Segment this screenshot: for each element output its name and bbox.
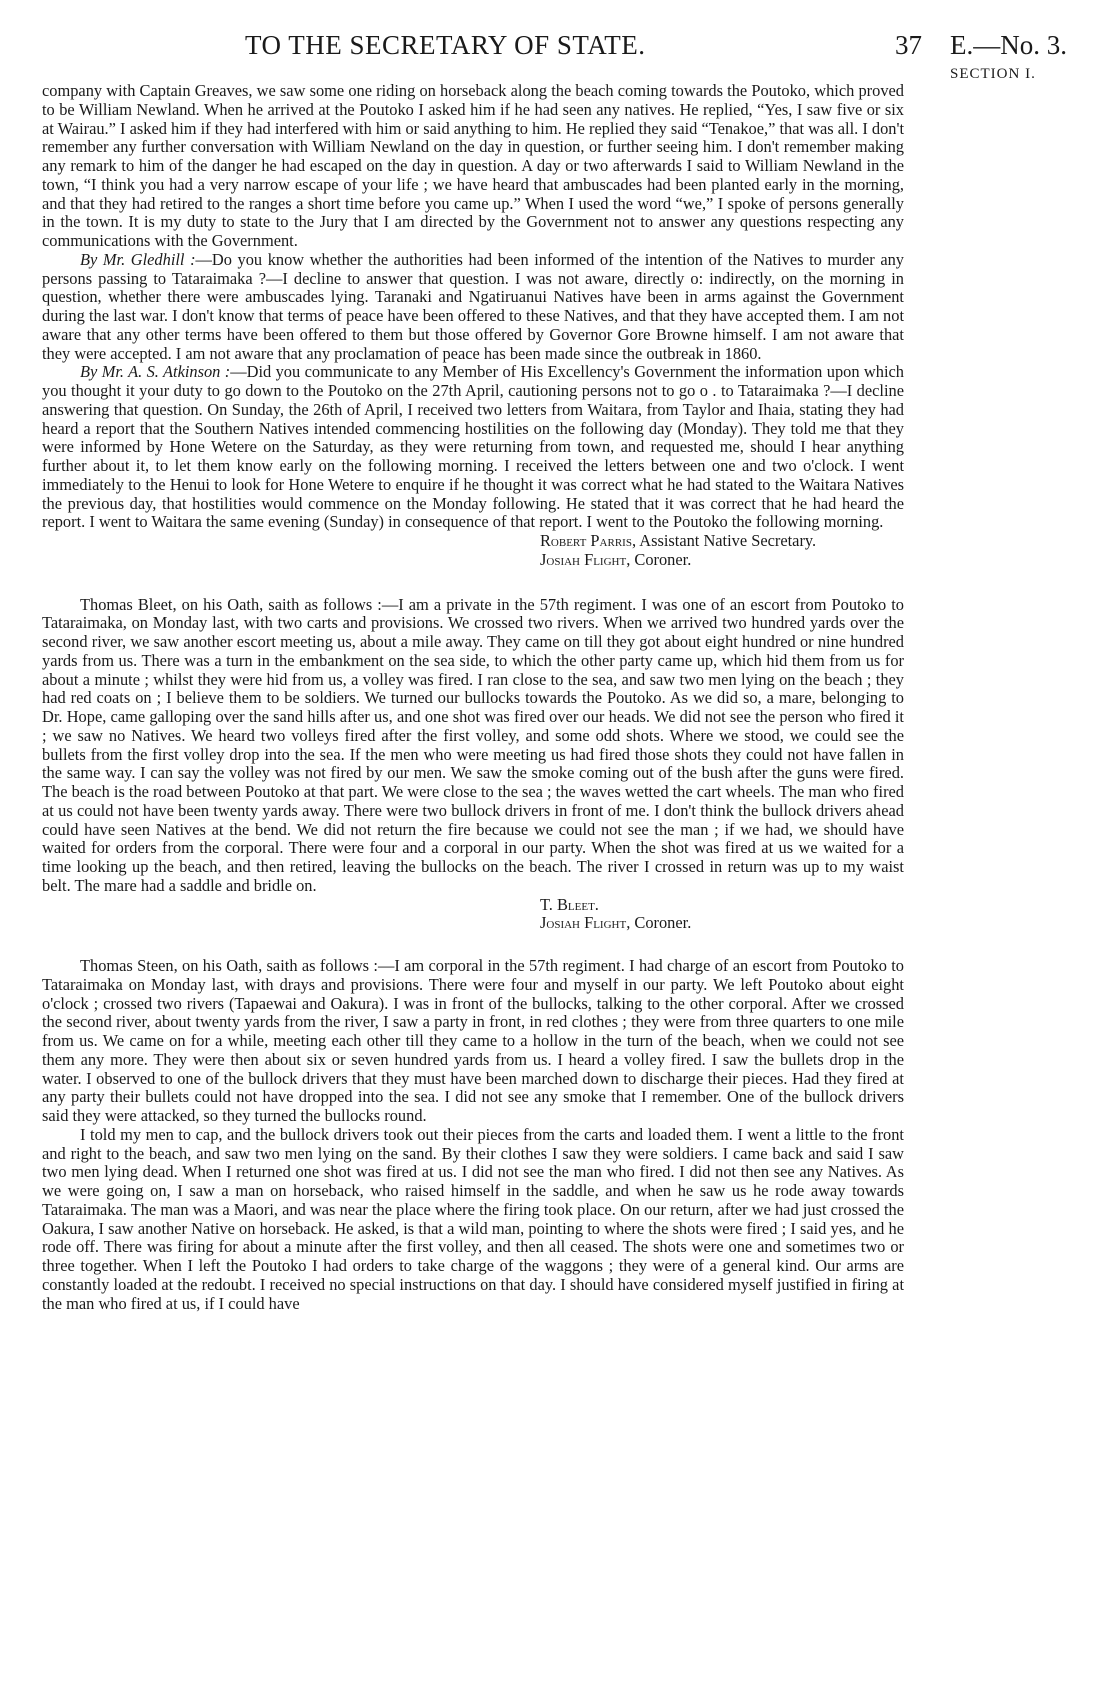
signatory-name: T. Bleet. xyxy=(540,894,599,914)
section-label: SECTION I. xyxy=(950,66,1036,82)
signature-line xyxy=(540,914,904,933)
signature-line xyxy=(540,551,904,570)
paragraph-steen-testimony-continued: I told my men to cap, and the bullock drivers took out their pieces from the carts and loaded them. I went a little to the front and right to the beach, and saw two men lying on the sand. By their clothes I saw they were soldiers. I came back and said I saw two men lying dead. When I returned one shot was fired at us. I did not see the man who fired. I did not then see any Natives. As we were going on, I saw a man on horseback, who raised himself in the saddle, and when he saw us he rode away towards Tataraimaka. The man was a Maori, and was near the place where the firing took place. On our return, after we had just crossed the Oakura, I saw another Native on horseback. He asked, is that a wild man, pointing to where the shots were fired ; I said yes, and he rode off. There was firing for about a minute after the first volley, and then all ceased. The shots were one and sometimes two or three together. When I left the Poutoko I had orders to take charge of the waggons ; they were of a general kind. Our arms are constantly loaded at the redoubt. I received no special instructions on that day. I should have considered myself justified in firing at the man who fired at us, if I could have xyxy=(42,1124,904,1313)
paragraph-steen-testimony: Thomas Steen, on his Oath, saith as follows :—I am corporal in the 57th regiment. I had charge of an escort from Poutoko to Tataraimaka on Monday last, with drays and provisions. There were four and myself in our party. We left Poutoko about eight o'clock ; crossed two rivers (Tapaewai and Oakura). I was in front of the bullocks, talking to the other corporal. After we crossed the second river, about twenty yards from the river, I saw a party in front, in red clothes ; they were from three quarters to one mile from us. We came on for a while, meeting each other till they came to a hollow in the turn of the beach, when we could not see them any more. They were then about six or seven hundred yards from us. I heard a volley fired. I saw the bullets drop in the water. I observed to one of the bullock drivers that they must have been marched down to discharge their pieces. Had they fired at any party their bullets could not have dropped into the sea. I did not see any smoke that I remember. One of the bullock drivers said they were attacked, so they turned the bullocks round. xyxy=(42,956,904,1125)
coroner-name: Josiah Flight, xyxy=(540,913,631,933)
paper-reference: E.—No. 3. xyxy=(950,30,1067,60)
page-header xyxy=(40,30,1080,64)
signature-block-parris xyxy=(540,532,904,570)
signatory-name: Robert Parris, xyxy=(540,531,637,550)
paragraph-parris-testimony-continued: company with Captain Greaves, we saw some one riding on horseback along the beach coming towards the Poutoko, which proved to be William Newland. When he arrived at the Poutoko I asked him if he had seen any natives. He replied, “Yes, I saw five or six at Wairau.” I asked him if they had interfered with him or said anything to him. He replied they said “Tenakoe,” that was all. I don't remember any further conversation with William Newland on the day in question, or further seeing him. I don't remember making any remark to him of the danger he had escaped on the day in question. A day or two afterwards I said to William Newland in the town, “I think you had a very narrow escape of your life ; we have heard that ambuscades had been planted early in the morning, and that they had retired to the ranges a short time before you came up.” When I used the word “we,” I spoke of persons generally in the town. It is my duty to state to the Jury that I am directed by the Government not to answer any questions respecting any communications with the Government. xyxy=(42,81,904,250)
spacer xyxy=(42,933,904,957)
paragraph-bleet-testimony: Thomas Bleet, on his Oath, saith as follows :—I am a private in the 57th regiment. I was one of an escort from Poutoko to Tataraimaka, on Monday last, with two carts and provisions. We crossed two rivers. When we arrived two hundred yards over the second river, we saw another escort meeting us, about a mile away. They came on till they got about eight hundred or nine hundred yards from us. There was a turn in the embankment on the sea side, to which the other party came up, which hid them from us for about a minute ; whilst they were hid from us, a volley was fired. I ran close to the sea, and saw two men lying on the beach ; they had red coats on ; I believe them to be soldiers. We turned our bullocks towards the Poutoko. As we did so, a mare, belonging to Dr. Hope, came galloping over the sand hills after us, and one shot was fired over our heads. We did not see the person who fired it ; we saw no Natives. We heard two volleys fired after the first volley, and some odd shots. Where we stood, we could see the bullets from the first volley drop into the sea. If the men who were meeting us had fired those shots they could not have fallen in the same way. I can say the volley was not fired by our men. We saw the smoke coming out of the bush after the guns were fired. The beach is the road between Poutoko at that part. We were close to the sea ; the waves wetted the cart wheels. The man who fired at us could not have been twenty yards away. There were two bullock drivers in front of me. I don't think the bullock drivers ahead could have seen Natives at the bend. We did not return the fire because we could not see the man ; if we had, we should have waited for orders from the corporal. There were four and a corporal in our party. When the shot was fired at us we waited for a time looking up the beach, and then retired, leaving the bullocks on the beach. The river I crossed in return was up to my waist belt. The mare had a saddle and bridle on. xyxy=(42,594,904,895)
coroner-role: Coroner. xyxy=(630,549,692,569)
signatory-role: Assistant Native Secretary. xyxy=(636,531,817,550)
page-number: 37 xyxy=(895,30,922,60)
coroner-role: Coroner. xyxy=(630,913,692,933)
paragraph-text: —Do you know whether the authorities had been informed of the intention of the Natives to murder any persons passing to Tataraimaka ?—I decline to answer that question. I was not aware, directly o: indirectly, on the morning in question, whether there were ambuscades lying. Taranaki and Ngatiruanui Natives have been in arms against the Government during the last war. I don't know that terms of peace have been offered to these Natives, and that they have accepted them. I am not aware that any other terms have been offered to them but those offered by Governor Gore Browne himself. I am not aware that they were accepted. I am not aware that any proclamation of peace has been made since the outbreak in 1860. xyxy=(42,249,904,363)
document-body xyxy=(42,82,904,1313)
paragraph-gledhill-question xyxy=(42,251,904,364)
signature-block-bleet xyxy=(540,896,904,934)
paragraph-text: —Did you communicate to any Member of His Excellency's Government the information upon which you thought it your duty to go down to the Poutoko on the 27th April, cautioning persons not to go o . to Tataraimaka ?—I decline answering that question. On Sunday, the 26th of April, I received two letters from Waitara, from Taylor and Ihaia, stating they had heard a report that the Southern Natives intended commencing hostilities on the following day (Monday). They told me that they were informed by Hone Wetere on the Saturday, as they were returning from town, and requested me, should I hear anything further about it, to let them know early on the following morning. I received the letters between one and two o'clock. I went immediately to the Henui to look for Hone Wetere to enquire if he thought it was correct what he had stated to the Waitara Natives the previous day, that hostilities would commence on the Monday following. He stated that it was correct that he had heard the report. I went to Waitara the same evening (Sunday) in consequence of that report. I went to the Poutoko the following morning. xyxy=(42,362,904,532)
paragraph-atkinson-question xyxy=(42,363,904,532)
examiner-label: By Mr. Gledhill : xyxy=(80,249,196,269)
examiner-label: By Mr. A. S. Atkinson : xyxy=(80,362,231,382)
signature-line xyxy=(540,532,904,551)
spacer xyxy=(42,570,904,596)
coroner-name: Josiah Flight, xyxy=(540,549,631,569)
running-title: TO THE SECRETARY OF STATE. xyxy=(245,30,646,60)
